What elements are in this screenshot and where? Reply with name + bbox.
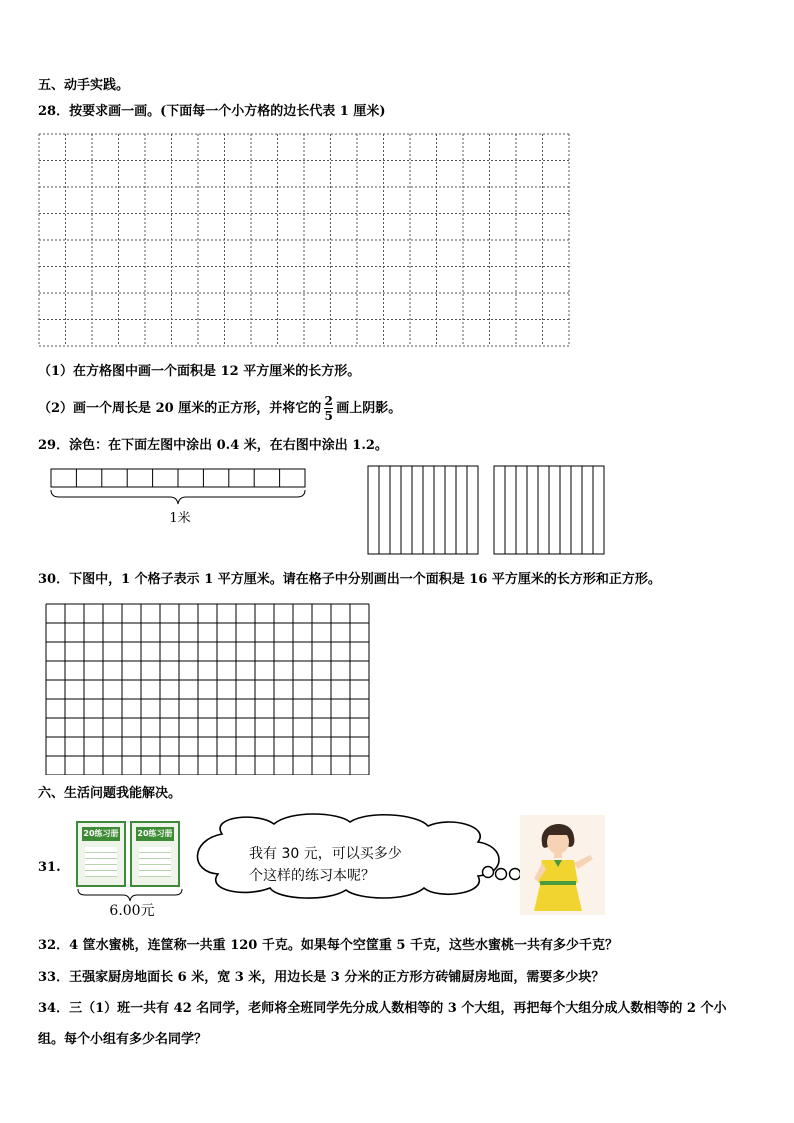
workbook-image bbox=[130, 821, 180, 887]
question-31-number: 31. bbox=[38, 860, 61, 875]
workbook-title: 20练习册 bbox=[82, 827, 120, 841]
question-32: 32．4 筐水蜜桃，连筐称一共重 120 千克。如果每个空筐重 5 千克，这些水蜜桃一共有多少千克？ bbox=[38, 938, 618, 953]
question-28-part-1: （1）在方格图中画一个面积是 12 平方厘米的长方形。 bbox=[38, 364, 361, 379]
meter-strip bbox=[48, 466, 310, 510]
section-6-title: 六、生活问题我能解决。 bbox=[38, 786, 182, 801]
question-34-line-1: 34．三（1）班一共有 42 名同学，老师将全班同学先分成人数相等的 3 个大组，再把每个大组分成人数相等的 2 个小 bbox=[38, 1001, 727, 1016]
teacher-illustration bbox=[520, 815, 605, 915]
question-28-part-2 bbox=[38, 394, 401, 424]
tenths-rectangles bbox=[367, 464, 607, 556]
question-30: 30．下图中，1 个格子表示 1 平方厘米。请在格子中分别画出一个面积是 16 平方厘米的长方形和正方形。 bbox=[38, 572, 661, 587]
question-33: 33．王强家厨房地面长 6 米，宽 3 米，用边长是 3 分米的正方形方砖铺厨房地面，需要多少块？ bbox=[38, 970, 605, 985]
fraction-numerator: 2 bbox=[324, 394, 333, 408]
price-label: 6.00元 bbox=[109, 903, 155, 919]
solid-grid-30 bbox=[45, 603, 371, 775]
fraction-denominator: 5 bbox=[324, 409, 333, 423]
bubble-line-1: 我有 30 元，可以买多少 bbox=[249, 846, 402, 862]
question-29: 29．涂色：在下面左图中涂出 0.4 米，在右图中涂出 1.2。 bbox=[38, 438, 388, 453]
workbook-title: 20练习册 bbox=[136, 827, 174, 841]
question-28: 28．按要求画一画。(下面每一个小方格的边长代表 1 厘米) bbox=[38, 104, 386, 119]
brace bbox=[51, 490, 305, 504]
part-2-text-after: 画上阴影。 bbox=[336, 401, 402, 416]
workbook-image bbox=[76, 821, 126, 887]
strip-label: 1米 bbox=[169, 511, 191, 526]
question-34-line-2: 组。每个小组有多少名同学？ bbox=[38, 1032, 208, 1047]
section-5-title: 五、动手实践。 bbox=[38, 78, 130, 93]
bubble-line-2: 个这样的练习本呢？ bbox=[249, 868, 375, 884]
part-2-text-before: （2）画一个周长是 20 厘米的正方形，并将它的 bbox=[38, 401, 322, 416]
dashed-grid-28 bbox=[38, 133, 572, 349]
fraction-two-fifths bbox=[324, 395, 333, 422]
